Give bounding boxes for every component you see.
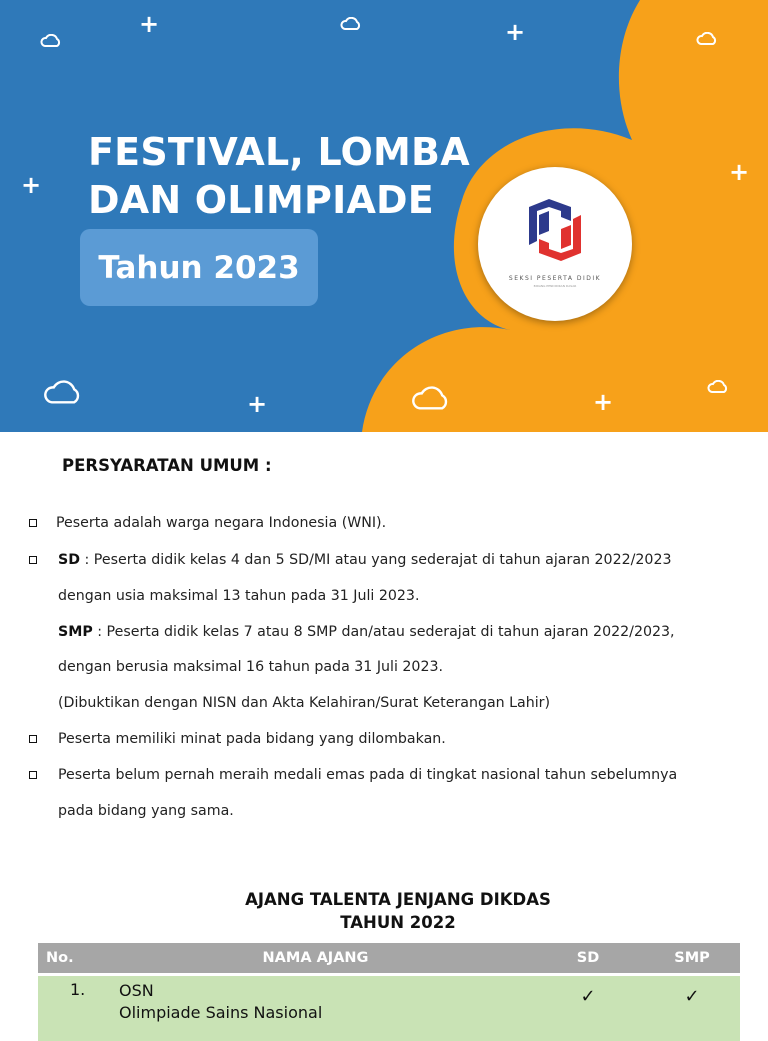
requirement-line (58, 693, 550, 713)
requirement-line (58, 729, 446, 749)
column-header-sd: SD (532, 943, 644, 975)
row-name (99, 975, 532, 1041)
table-title-line-1: AJANG TALENTA JENJANG DIKDAS (0, 888, 768, 912)
sd-check-icon: ✓ (532, 975, 644, 1041)
row-number: 1. (38, 975, 99, 1041)
requirement-text: (Dibuktikan dengan NISN dan Akta Kelahiran/Surat Keterangan Lahir) (58, 695, 550, 711)
cloud-icon (707, 380, 729, 394)
logo-subtext: BIDANG PENDIDIKAN DASAR (478, 284, 632, 288)
requirement-line (58, 801, 234, 821)
requirement-line (56, 513, 386, 533)
cloud-icon (410, 386, 452, 412)
title-line-1: FESTIVAL, LOMBA (88, 128, 470, 176)
logo (478, 167, 632, 321)
checkbox-bullet-icon (29, 519, 37, 527)
requirement-line (58, 586, 419, 606)
requirement-text: : Peserta didik kelas 4 dan 5 SD/MI atau yang sederajat di tahun ajaran 2022/2023 (80, 552, 672, 568)
logo-text: SEKSI PESERTA DIDIK (478, 275, 632, 282)
plus-icon: + (21, 173, 41, 197)
checkbox-bullet-icon (29, 556, 37, 564)
checkbox-bullet-icon (29, 771, 37, 779)
requirement-text: : Peserta didik kelas 7 atau 8 SMP dan/atau sederajat di tahun ajaran 2022/2023, (93, 624, 675, 640)
header-banner (0, 0, 768, 432)
requirement-line (58, 657, 443, 677)
plus-icon: + (593, 390, 613, 414)
requirement-text: Peserta adalah warga negara Indonesia (WNI). (56, 515, 386, 531)
page-title (88, 128, 470, 224)
requirement-line (58, 550, 672, 570)
checkbox-bullet-icon (29, 735, 37, 743)
table-title-line-2: TAHUN 2022 (0, 911, 768, 935)
table-row (38, 975, 740, 1041)
column-header-name: NAMA AJANG (99, 943, 532, 975)
smp-check-icon: ✓ (644, 975, 740, 1041)
title-line-2: DAN OLIMPIADE (88, 176, 470, 224)
requirement-label: SD (58, 552, 80, 568)
requirement-text: pada bidang yang sama. (58, 803, 234, 819)
cloud-icon (340, 17, 362, 31)
cloud-icon (42, 380, 84, 406)
year-label: Tahun 2023 (98, 250, 299, 286)
requirement-label: SMP (58, 624, 93, 640)
requirement-line (58, 765, 677, 785)
plus-icon: + (139, 12, 159, 36)
requirement-line (58, 622, 675, 642)
requirement-text: dengan usia maksimal 13 tahun pada 31 Juli 2023. (58, 588, 419, 604)
competition-table (38, 943, 740, 1041)
requirement-text: Peserta memiliki minat pada bidang yang dilombakan. (58, 731, 446, 747)
year-badge (80, 229, 318, 306)
requirement-text: dengan berusia maksimal 16 tahun pada 31 Juli 2023. (58, 659, 443, 675)
cloud-icon (40, 34, 62, 48)
logo-mark-icon (527, 199, 583, 261)
column-header-smp: SMP (644, 943, 740, 975)
column-header-no: No. (38, 943, 99, 975)
row-name-line-2: Olimpiade Sains Nasional (119, 1002, 531, 1024)
plus-icon: + (247, 392, 267, 416)
table-header-row (38, 943, 740, 975)
requirements-heading: PERSYARATAN UMUM : (62, 456, 272, 475)
cloud-icon (696, 32, 718, 46)
plus-icon: + (505, 20, 525, 44)
requirement-text: Peserta belum pernah meraih medali emas pada di tingkat nasional tahun sebelumnya (58, 767, 677, 783)
plus-icon: + (729, 160, 749, 184)
row-name-line-1: OSN (119, 980, 531, 1002)
